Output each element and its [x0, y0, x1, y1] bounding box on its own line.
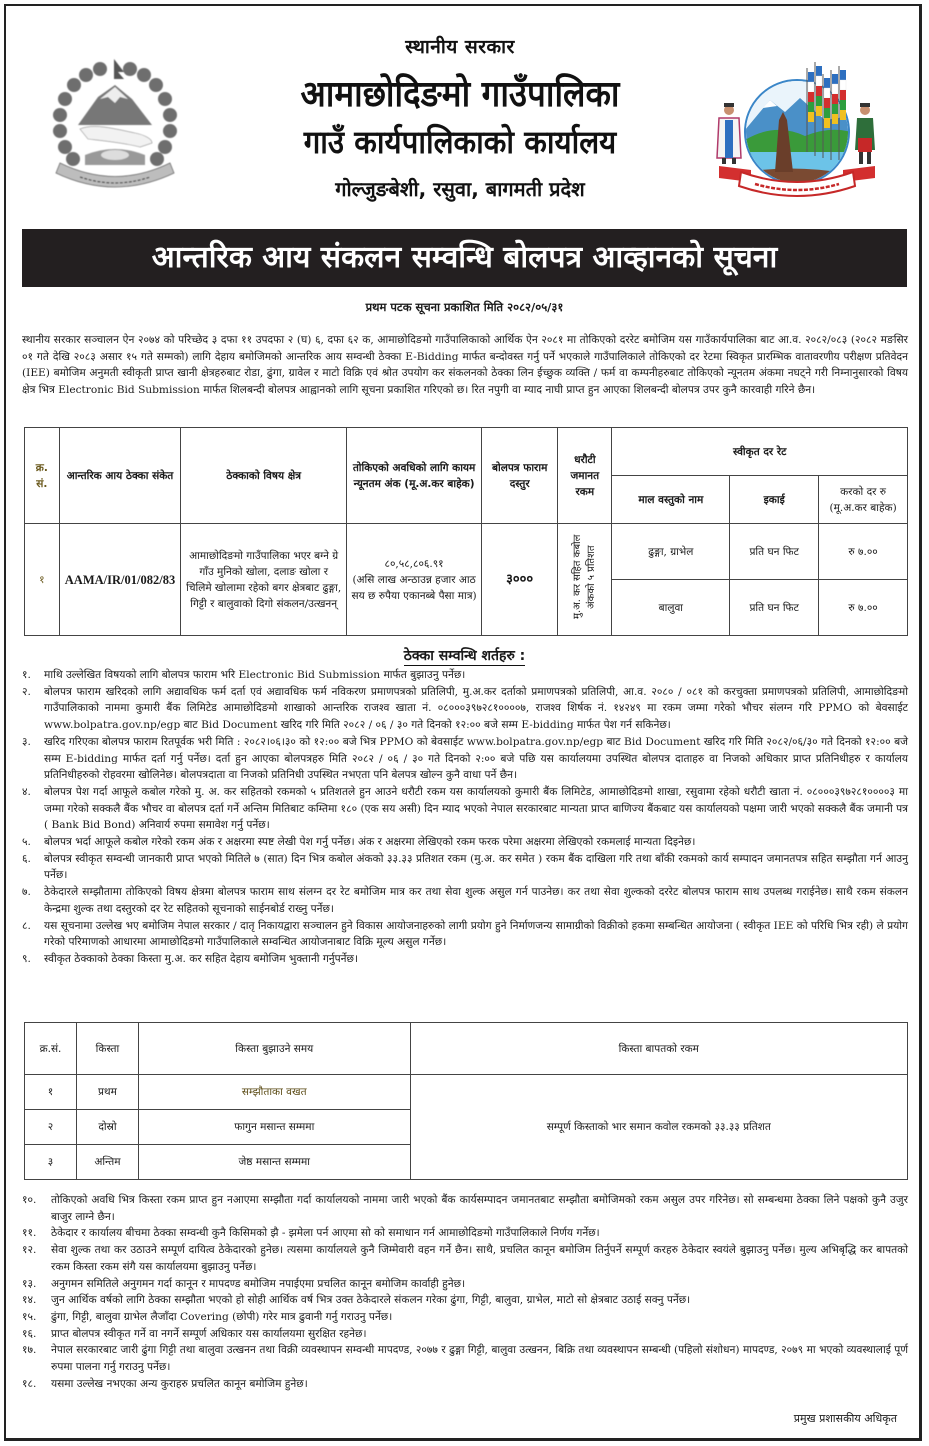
item-number: २. [22, 685, 31, 698]
col-header-installment: किस्ता [76, 1023, 138, 1075]
row-deposit: मु.अ. कर सहित कबोल अंकको ५ प्रतिशत [571, 534, 597, 620]
list-item [22, 834, 908, 851]
item-number: ८. [22, 919, 31, 932]
col-header-code: आन्तरिक आय ठेक्का संकेत [59, 428, 181, 524]
list-item [22, 918, 908, 951]
row-form-fee: ३००० [482, 524, 558, 636]
item-text: नेपाल सरकारबाट जारी ढुंगा गिट्टी तथा बालुवा उत्खनन तथा विक्री व्यवस्थापन सम्वन्धी मापदण्ड, २०७७ र ढुङ्गा गिट्टी, बालुवा उत्खनन, बिक्रि तथा व्यवस्थापन सम्बन्धी (पहिलो संशोधन) मापदण्ड, २०७९ मा भएको व्यवस्थालाई पूर्ण रुपमा पालना गर्नु गराउनु पर्नेछ। [51, 1344, 908, 1374]
list-item [22, 784, 908, 834]
item-text: ठेकेदारले सम्झौतामा तोकिएको विषय क्षेत्रमा बोलपत्र फाराम साथ संलग्न दर रेट बमोजिम मात्र कर तथा सेवा शुल्क असुल गर्न पाउनेछ। कर तथा सेवा शुल्कको दररेट बोलपत्र फाराम साथ उपलब्ध गराईनेछ। साथै रकम संकलन केन्द्रमा शुल्क तथा दस्तुरको दर रेट सहितको सूचनाको साईनबोर्ड राख्नु पर्नेछ। [44, 886, 908, 915]
item-text: बोलपत्र पेश गर्दा आफूले कबोल गरेको मु. अ. कर सहितको रकमको ५ प्रतिशतले हुन आउने धरौटी रकम यस कार्यालयको कुमारी बैंक लिमिटेड, आमाछोदिङमो शाखा, रसुवामा रहेको धरौटी खाता नं. ०८०००३९७२८१००००३ मा जम्मा गरेको सक्कलै बैंक भौचर वा बोलपत्र दर्ता गर्ने अन्तिम मितिबाट कम्तिमा १८० (एक सय असी) दिन म्याद भएको नेपाल सरकारबाट मान्यता प्राप्त बाणिज्य बैंकबाट यस कार्यालयको पक्षमा जारी भएको सक्कलै बैंक जमानी पत्र ( Bank Bid Bond) अनिवार्य रुपमा समावेश गर्नु पर्नेछ। [44, 785, 908, 832]
col-header-sn: क्र. सं. [25, 428, 60, 524]
item-text: जुन आर्थिक वर्षको लागि ठेक्का सम्झौता भएको हो सोही आर्थिक वर्ष भित्र उक्त ठेकेदारले संकलन गरेका ढुंगा, गिट्टी, बालुवा, ग्राभेल, माटो सो क्षेत्रबाट उठाई सक्नु पर्नेछ। [51, 1294, 691, 1307]
list-item [22, 684, 908, 734]
row-min-amount-cell [346, 524, 481, 636]
item-number: ११. [22, 1227, 37, 1240]
terms-heading [0, 646, 929, 665]
municipality-logo [715, 60, 875, 200]
item-text: बोलपत्र स्वीकृत सम्वन्धी जानकारी प्राप्त भएको मितिले ७ (सात) दिन भित्र कबोल अंकको ३३.३३ प्रतिशत रकम (मु.अ. कर समेत ) रकम बैंक दाखिला गरि तथा बाँकी रकमको कार्य सम्पादन जमानतपत्र सहित सम्झौता गर्न आउनु पर्नेछ। [44, 852, 908, 882]
terms-list-part2 [22, 1192, 908, 1392]
row-time: फागुन मसान्त सम्ममा [138, 1110, 410, 1145]
item-number: ५. [22, 836, 31, 849]
row-installment: अन्तिम [76, 1145, 138, 1180]
item-text: यसमा उल्लेख नभएका अन्य कुराहरु प्रचलित कानून बमोजिम हुनेछ। [51, 1377, 308, 1390]
header-municipality-name: आमाछोदिङमो गाउँपालिका [300, 74, 620, 115]
item-text: तोकिएको अवधि भित्र किस्ता रकम प्राप्त हुन नआएमा सम्झौता गर्दा कार्यालयको नाममा जारी भएको बैंक कार्यसम्पादन जमानतबाट सम्झौता बमोजिमको रकम असुल उपर गरिनेछ। सो सम्बन्धमा ठेक्का लिने पक्षको कुनै उजुर बाजुर लाग्ने छैन। [51, 1194, 908, 1223]
list-item [22, 851, 908, 884]
table-row [25, 1075, 908, 1110]
col-header-amount: किस्ता बापतको रकम [410, 1023, 907, 1075]
coat-of-arms-icon [40, 55, 190, 195]
item-rate: रु ७.०० [819, 524, 908, 580]
item-number: ४. [22, 785, 31, 798]
item-name: ढुङ्गा, ग्राभेल [612, 524, 730, 580]
item-text: यस सूचनामा उल्लेख भए बमोजिम नेपाल सरकार / दातृ निकायद्वारा सञ्चालन हुने विकास आयोजनाहरुको लागी प्रयोग हुने निर्माणजन्य सामाग्रीको विक्रीको हकमा सम्बन्धित आयोजना ( स्वीकृत IEE को परिधि भित्र रही) ले प्रयोग गरेको परिमाणको आधारमा आमाछोदिङमो गाउँपालिकाले सम्वन्धित आयोजनाबाट विक्रि मूल्य असुल गर्नेछ। [44, 919, 908, 949]
intro-paragraph: स्थानीय सरकार सञ्चालन ऐन २०७४ को परिच्छेद ३ दफा ११ उपदफा २ (घ) ६, दफा ६२ क, आमाछोदिङमो गाउँपालिकाको आर्थिक ऐन २०८१ मा तोकिएको दररेट बमोजिम यस गाउँकार्यपालिका बाट आ.व. २०८२/०८३ (२०८२ मङसिर ०१ गते देखि २०८३ असार १५ गते सम्मको) लागि देहाय बमोजिमको आन्तरिक आय सम्वन्धी ठेक्का E-Bidding मार्फत बन्दोवस्त गर्नु पर्ने भएकाले गाउँपालिकाले तोकिएको दर रेटमा स्विकृत प्रारम्भिक वातावरणीय परीक्षण प्रतिवेदन (IEE) बमोजिम अनुमती स्वीकृती प्राप्त खानी क्षेत्रहरुबाट रोडा, ढुंगा, ग्रावेल र माटो विक्रि एवं श्रोत उपयोग कर संकलनको ठेक्का लिन ईच्छुक व्यक्ति / फर्म वा कम्पनीहरुबाट तोकिएको न्यूनतम अंकमा नघट्ने गरी निम्नानुसारको विषय क्षेत्र भित्र Electronic Bid Submission मार्फत शिलबन्दी बोलपत्र आह्वानको लागि सूचना प्रकाशित गरिएको छ। रित नपुगी वा म्याद नाघी प्राप्त हुन आएका शिलबन्दी बोलपत्र उपर कुनै कारवाही गरिने छैन। [22, 334, 908, 396]
list-item [22, 1292, 908, 1309]
contract-table [24, 427, 908, 636]
list-item [22, 951, 908, 968]
row-min-amount-words: (असि लाख अन्ठाउन्न हजार आठ सय छ रुपैया एकानब्बे पैसा मात्र) [351, 573, 477, 602]
item-text: स्वीकृत ठेक्काको ठेक्का किस्ता मु.अ. कर सहित देहाय बमोजिम भुक्तानी गर्नुपर्नेछ। [44, 952, 358, 965]
col-header-time: किस्ता बुझाउने समय [138, 1023, 410, 1075]
list-item [22, 1192, 908, 1225]
item-text: ठेकेदार र कार्यालय बीचमा ठेक्का सम्वन्धी कुनै किसिमको झै - झमेला पर्न आएमा सो को समाधान गर्न आमाछोदिङमो गाउँपालिकाले निर्णय गर्नेछ। [51, 1227, 600, 1240]
row-sn: १ [25, 524, 60, 636]
signatory-title: प्रमुख प्रशासकीय अधिकृत [793, 1412, 897, 1425]
item-number: १. [22, 669, 31, 681]
list-item [22, 1225, 908, 1242]
item-number: ६. [22, 852, 31, 865]
row-min-amount: ८०,५८,८०६.९१ [384, 557, 444, 570]
col-header-min-amount: तोकिएको अवधिको लागि कायम न्यूनतम अंक (मू.अ.कर बाहेक) [346, 428, 481, 524]
list-item [22, 1376, 908, 1393]
item-number: ३. [22, 735, 31, 748]
row-deposit-cell [558, 524, 612, 636]
item-number: ७. [22, 886, 31, 899]
item-number: १३. [22, 1277, 37, 1290]
list-item [22, 1242, 908, 1275]
row-installment: दोस्रो [76, 1110, 138, 1145]
item-name: बालुवा [612, 580, 730, 636]
col-header-sn: क्र.सं. [25, 1023, 77, 1075]
item-number: १८. [22, 1377, 37, 1390]
row-time: जेष्ठ मसान्त सम्ममा [138, 1145, 410, 1180]
item-text: सेवा शुल्क तथा कर उठाउने सम्पूर्ण दायित्व ठेकेदारको हुनेछ। त्यसमा कार्यालयले कुनै जिम्मेवारी वहन गर्ने छैन। साथै, प्रचलित कानून बमोजिम तिर्नुपर्ने सम्पूर्ण करहरु ठेकेदार स्वयंले बुझाउनु पर्नेछ। मुल्य अभिबृद्धि कर बापतको रकम किस्ता रकम संगै यस कार्यालयमा बुझाउनु पर्नेछ। [51, 1244, 908, 1273]
item-number: १७. [22, 1344, 37, 1357]
list-item [22, 1276, 908, 1293]
item-number: ९. [22, 952, 31, 965]
list-item [22, 1326, 908, 1343]
item-number: १६. [22, 1327, 37, 1340]
list-item [22, 734, 908, 784]
item-text: माथि उल्लेखित विषयको लागि बोलपत्र फाराम भरि Electronic Bid Submission मार्फत बुझाउनु पर्नेछ। [44, 669, 466, 681]
notice-title-banner: आन्तरिक आय संकलन सम्वन्धि बोलपत्र आव्हानको सूचना [22, 229, 907, 287]
list-item [22, 1342, 908, 1375]
municipality-logo-icon [715, 60, 875, 200]
nepal-government-emblem [40, 55, 190, 195]
installment-table [24, 1022, 908, 1180]
col-header-item-name: माल वस्तुको नाम [612, 476, 730, 524]
item-text: ढुंगा, गिट्टी, बालुवा ग्राभेल लैजाँदा Covering (छोपी) गरेर मात्र ढुवानी गर्नु गराउनु पर्नेछ। [51, 1310, 393, 1323]
item-text: खरिद गरिएका बोलपत्र फाराम रितपूर्वक भरी मिति : २०८२।०६।३० को १२:०० बजे भित्र PPMO को बेवसाईट www.bolpatra.gov.np/egp बाट Bid Document खरिद गरि मिति २०८२/०६/३० गते दिनको १२:०० बजे सम्म E-bidding मार्फत दर्ता गर्नु पर्नेछ। दर्ता हुन आएका बोलपत्रहरु मिति २०८२ / ०६ / ३० गते दिनको २:०० बजे पछि यस कार्यालयमा उपस्थित बोलपत्र दाताहरु वा निजको अधिकार प्राप्त प्रतिनिधीहरु र कार्यालय प्रतिनिधीहरुको रोहवरमा खोलिनेछ। बोलपत्रदाता वा निजको प्रतिनिधी उपस्थित नभएता पनि बेलपत्र खोल्न कुनै वाधा पर्ने छैन। [44, 735, 908, 782]
item-text: प्राप्त बोलपत्र स्वीकृत गर्ने वा नगर्ने सम्पूर्ण अधिकार यस कार्यालयमा सुरक्षित रहनेछ। [51, 1327, 367, 1340]
header-address: गोल्जुङबेशी, रसुवा, बागमती प्रदेश [335, 177, 585, 201]
item-number: १२. [22, 1244, 37, 1257]
row-time: सम्झौताका वखत [138, 1075, 410, 1110]
row-amount: सम्पूर्ण किस्ताको भार समान कवोल रकमको ३३.३३ प्रतिशत [410, 1075, 907, 1180]
item-number: १०. [22, 1194, 37, 1206]
col-header-approved-rate: स्वीकृत दर रेट [612, 428, 908, 476]
col-header-form-fee: बोलपत्र फाराम दस्तुर [482, 428, 558, 524]
list-item [22, 1309, 908, 1326]
list-item [22, 667, 908, 684]
item-text: अनुगमन समितिले अनुगमन गर्दा कानून र मापदण्ड बमोजिम नपाईएमा प्रचलित कानून बमोजिम कार्वाही हुनेछ। [51, 1277, 466, 1290]
item-rate: रु ७.०० [819, 580, 908, 636]
col-header-tax-rate: करको दर रु (मू.अ.कर बाहेक) [819, 476, 908, 524]
row-sn: २ [25, 1110, 77, 1145]
row-contract-code: AAMA/IR/01/082/83 [59, 524, 181, 636]
item-number: १४. [22, 1294, 37, 1307]
header-local-government: स्थानीय सरकार [405, 36, 515, 58]
item-unit: प्रति घन फिट [730, 580, 819, 636]
publication-date: प्रथम पटक सूचना प्रकाशित मिति २०८२/०५/३१ [365, 300, 564, 314]
list-item [22, 884, 908, 917]
col-header-unit: इकाई [730, 476, 819, 524]
col-header-deposit: धरौटी जमानत रकम [558, 428, 612, 524]
row-sn: १ [25, 1075, 77, 1110]
row-scope: आमाछोदिङमो गाउँपालिका भएर बग्ने ग्रे गाँउ मुनिको खोला, दलाङ खोला र चिलिमे खोलामा रहेको बगर क्षेत्रबाट ढुङ्गा, गिट्टी र बालुवाको दिगो संकलन/उत्खनन् [181, 524, 347, 636]
col-header-scope: ठेक्काको विषय क्षेत्र [181, 428, 347, 524]
terms-heading-text: ठेक्का सम्वन्धि शर्तहरु : [403, 648, 526, 664]
table-row [25, 524, 908, 580]
item-text: बोलपत्र भर्दा आफूले कबोल गरेको रकम अंक र अक्षरमा स्पष्ट लेखी पेश गर्नु पर्नेछ। अंक र अक्षरमा लेखिएको रकम फरक परेमा अक्षरमा लेखिएको रकमलाई मान्यता दिइनेछ। [44, 836, 696, 849]
row-sn: ३ [25, 1145, 77, 1180]
row-installment: प्रथम [76, 1075, 138, 1110]
item-number: १५. [22, 1310, 37, 1323]
item-unit: प्रति घन फिट [730, 524, 819, 580]
item-text: बोलपत्र फाराम खरिदको लागि अद्यावधिक फर्म दर्ता एवं अद्यावधिक फर्म नविकरण प्रमाणपत्रको प्रतिलिपी, मु.अ.कर दर्ताको प्रमाणपत्रको प्रतिलिपी, आ.व. २०८० / ०८१ को करचुक्ता प्रमाणपत्रको प्रतिलिपी, आमाछोदिङमो गाउँपालिकाको नाममा कुमारी बैंक लिमिटेड आमाछोदिङमो शाखाको आन्तरिक राजश्व खाता नं. ०८०००३९७२८१००००७, राजश्व शिर्षक नं. १४२४९ मा रकम जम्मा गरेको भौचर संलग्न गरि PPMO को बेवसाईट www.bolpatra.gov.np/egp बाट Bid Document खरिद गरि मिति २०८२ / ०६ / ३० गते दिनको १२:०० बजे सम्म E-bidding मार्फत पेश गर्न सकिनेछ। [44, 685, 908, 732]
header-office-name: गाउँ कार्यपालिकाको कार्यालय [303, 123, 617, 161]
terms-list-part1 [22, 667, 908, 968]
